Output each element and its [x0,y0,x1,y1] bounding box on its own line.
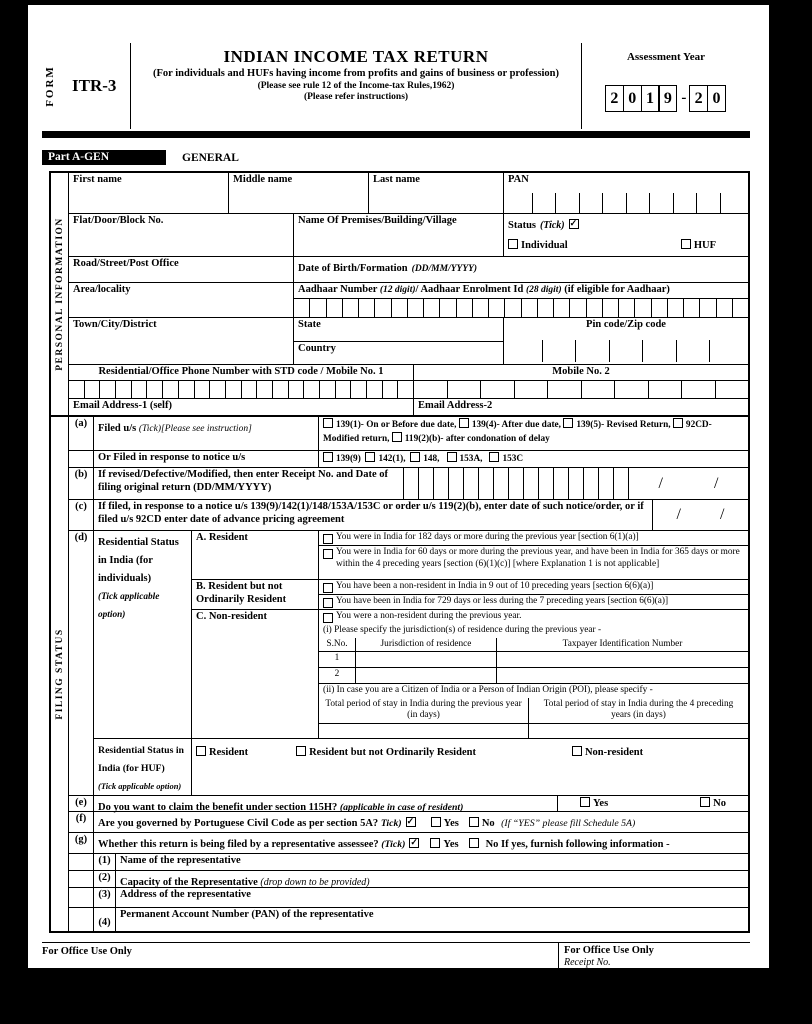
row-d-letter: (d) [69,531,94,795]
input-box[interactable] [700,299,716,317]
rep-1-num: (1) [94,854,116,870]
checkbox-115h-yes[interactable] [580,797,590,807]
input-box[interactable] [524,468,539,499]
checkbox-119-2b[interactable] [392,432,402,442]
input-box[interactable] [584,468,599,499]
input-box[interactable] [473,299,489,317]
row-a2-letter [69,451,94,467]
rep-3-num: (3) [94,888,116,907]
town-field[interactable]: Town/City/District [69,318,294,364]
input-box[interactable] [408,299,424,317]
ay-digit: 0 [707,85,726,112]
input-box[interactable] [367,381,383,398]
portuguese-code-checked-checkbox[interactable]: ✓ [406,816,415,827]
input-box[interactable] [505,299,521,317]
input-box[interactable] [642,340,676,362]
input-box[interactable] [351,381,367,398]
aadhaar-input-boxes[interactable] [294,299,748,317]
office-use-right-label: For Office Use Only [564,945,654,957]
phone-header-row [69,364,748,380]
checkbox-5a-yes[interactable] [431,817,441,827]
status-label: Status [508,220,537,231]
stay-4yr-input[interactable] [529,724,748,738]
sno-2: 2 [319,668,356,683]
aadhaar-label: Aadhaar Number (12 digit)/ Aadhaar Enrolment Id (28 digit) (if eligible for Aadhaar) [294,283,748,299]
input-box[interactable] [554,299,570,317]
input-box[interactable] [619,299,635,317]
checkbox-92cd[interactable] [673,418,683,428]
part-a-row [42,149,750,166]
input-box[interactable] [555,193,579,213]
tin-header: Taxpayer Identification Number [562,638,683,649]
filing-side-label: FILING STATUS [54,628,65,720]
input-box[interactable] [649,193,673,213]
dob-field[interactable] [294,257,748,282]
input-box[interactable] [294,299,310,317]
row-e-yesno: Yes No [558,796,748,811]
input-box[interactable] [652,299,668,317]
dob-format-hint: (DD/MM/YYYY) [411,264,478,274]
input-box[interactable] [709,340,743,362]
checkbox-153c[interactable] [489,452,499,462]
residential-huf-row [94,738,748,795]
input-box[interactable] [554,468,569,499]
last-name-field[interactable]: Last name [369,173,504,213]
input-box[interactable] [575,340,609,362]
input-box[interactable] [733,299,748,317]
input-box[interactable] [424,299,440,317]
pin-input-boxes[interactable] [509,340,743,362]
rep-row-3 [69,887,748,907]
stay-input-row [319,723,748,738]
row-c [69,499,748,530]
or-filed-label: Or Filed in response to notice u/s [94,451,319,467]
row-b-text: If revised/Defective/Modified, then enter Receipt No. and Date of filing original return (DD/MM/YYYY) [94,468,404,499]
checkbox-5a-no[interactable] [469,817,479,827]
row-b-letter: (b) [69,468,94,499]
instructions-line: (Please refer instructions) [303,92,409,103]
input-box[interactable] [570,299,586,317]
checkbox-139-4[interactable] [459,418,469,428]
form-vertical-label: FORM [44,65,56,107]
resident-a-opt2: You were in India for 60 days or more during the previous year, and have been in India for 365 days or more within the 4 preceding years [section (6)(1)(c)] [where Explanation 1 is not applicable] [319,545,748,579]
ay-digit: 1 [641,85,660,112]
filing-side-strip [51,417,69,931]
personal-side-label: PERSONAL INFORMATION [54,217,65,371]
personal-side-strip [51,173,69,415]
checkbox-huf-rnor[interactable] [296,746,306,756]
input-box[interactable] [257,381,273,398]
resident-b-opt1: You have been a non-resident in India in 9 out of 10 preceding years [section 6(6)(a)] [319,580,748,594]
input-box[interactable] [163,381,179,398]
input-box[interactable] [684,299,700,317]
form-page [28,5,769,998]
input-box[interactable] [195,381,211,398]
office-use-left-label: For Office Use Only [42,946,132,958]
resident-a-opt1: You were in India for 182 days or more during the previous year [section 6(1)(a)] [319,531,748,545]
stay-4yr-header: Total period of stay in India during the 4 preceding years (in days) [543,698,734,721]
row-d [69,530,748,795]
input-box[interactable] [210,381,226,398]
checkbox-139-5[interactable] [563,418,573,428]
input-box[interactable] [489,299,505,317]
filed-us-options: 139(1)- On or Before due date, 139(4)- After due date, 139(5)- Revised Return, 92CD-Modified return, 119(2)(b)- after condonation of delay [323,420,712,444]
input-box[interactable] [720,193,744,213]
input-box[interactable] [336,381,352,398]
seal-signature-line: Seal and Signature of receiving official [564,986,721,998]
row-a-letter: (a) [69,417,94,450]
assessment-year-label: Assessment Year [626,51,706,63]
checkbox-huf-resident[interactable] [196,746,206,756]
input-box[interactable] [494,468,509,499]
checkbox-60-days[interactable] [323,549,333,559]
row-g-text: Whether this return is being filed by a representative assessee? (Tick) ✓ Yes No If yes, furnish following information - [98,837,670,851]
phone2-input-boxes[interactable] [414,381,748,398]
input-box[interactable] [320,381,336,398]
jurisdiction-input-2[interactable] [356,668,497,683]
pan-input-boxes[interactable] [509,193,743,213]
resident-b-title: B. Resident but not Ordinarily Resident [192,580,319,609]
part-a-tag: Part A-GEN [42,150,166,165]
stay-prev-input[interactable] [319,724,529,738]
input-box[interactable] [404,468,419,499]
rep-3-field[interactable]: Address of the representative [120,889,251,901]
input-box[interactable] [587,299,603,317]
jurisdiction-input-1[interactable] [356,652,497,667]
receipt-no-input-boxes[interactable] [404,468,629,499]
stay-prev-header: Total period of stay in India during the previous year (in days) [319,698,529,723]
input-box[interactable] [116,381,132,398]
town-state-pin-row [69,317,748,364]
rep-2-field[interactable]: Capacity of the Representative (drop down to be provided) [120,877,370,889]
input-box[interactable] [449,468,464,499]
rep-4-field[interactable]: Permanent Account Number (PAN) of the representative [120,909,374,921]
filing-status-section [51,415,748,931]
input-box[interactable] [479,468,494,499]
input-box[interactable] [383,381,399,398]
resident-b-opt2: You have been in India for 729 days or less during the 7 preceding years [section 6(6)(a)] [319,594,748,609]
state-country-col [294,318,504,364]
checkbox-182-days[interactable] [323,534,333,544]
email-row [69,398,748,415]
huf-checkbox[interactable] [681,239,691,249]
form-code: ITR-3 [72,76,117,95]
input-box[interactable] [226,381,242,398]
phone2-label: Mobile No. 2 [552,366,610,377]
area-field[interactable]: Area/locality [69,283,294,317]
assessment-year-digits [606,85,726,112]
form-title: INDIAN INCOME TAX RETURN [223,47,489,66]
input-box[interactable] [682,381,716,398]
input-box[interactable] [696,193,720,213]
personal-information-section [51,173,748,415]
checkbox-115h-no[interactable] [700,797,710,807]
sno-1: 1 [319,652,356,667]
input-box[interactable] [614,468,628,499]
checkbox-729-days[interactable] [323,598,333,608]
resident-a-title: A. Resident [192,531,319,579]
huf-label: HUF [693,240,716,252]
form-vertical-label-col [42,43,72,129]
input-box[interactable] [434,468,449,499]
main-table [49,171,750,933]
checkbox-rep-no[interactable] [469,838,479,848]
resident-b-row [192,579,748,609]
ay-digit: 9 [658,85,677,112]
state-field[interactable]: State [294,318,503,342]
flat-field[interactable]: Flat/Door/Block No. [69,214,294,256]
input-box[interactable] [509,193,532,213]
row-f [69,811,748,832]
row-a2 [69,450,748,467]
title-block [130,43,582,129]
input-box[interactable] [569,468,584,499]
form-subtitle: (For individuals and HUFs having income from profits and gains of business or profession) [153,68,559,79]
input-box[interactable] [343,299,359,317]
input-box[interactable] [579,193,603,213]
row-b-date-field[interactable]: / / [658,474,719,492]
office-use-block [42,942,750,1004]
status-checked-checkbox[interactable]: ✓ [569,218,578,228]
row-g [69,832,748,853]
non-resident-title: C. Non-resident [192,610,319,738]
stay-header-row [319,698,748,723]
rep-row-1 [69,853,748,870]
filed-us-label: Filed u/s (Tick)[Please see instruction] [94,417,319,450]
rep-2-num: (2) [94,871,116,887]
row-f-letter: (f) [69,812,94,832]
row-c-date-field[interactable]: / / [676,506,725,523]
jurisdiction-row-1 [319,651,748,667]
input-box[interactable] [615,381,649,398]
input-box[interactable] [398,381,413,398]
checkbox-142-1[interactable] [365,452,375,462]
input-box[interactable] [440,299,456,317]
date-line: Date [564,971,584,983]
input-box[interactable] [548,381,582,398]
jurisdiction-header-row [319,638,748,652]
input-box[interactable] [602,193,626,213]
rep-1-field[interactable]: Name of the representative [120,855,241,867]
input-box[interactable] [392,299,408,317]
input-box[interactable] [673,193,697,213]
email1-field[interactable]: Email Address-1 (self) [69,399,414,415]
status-field [504,214,748,256]
input-box[interactable] [515,381,549,398]
ay-dash: - [681,90,687,106]
input-box[interactable] [481,381,515,398]
input-box[interactable] [419,468,434,499]
individual-label: Individual [521,240,568,252]
input-box[interactable] [532,193,556,213]
row-c-letter: (c) [69,500,94,530]
checkbox-9-of-10-years[interactable] [323,583,333,593]
jurisdiction-row-2 [319,667,748,683]
input-box[interactable] [626,193,650,213]
individual-checkbox[interactable] [508,239,518,249]
row-e [69,795,748,814]
row-f-text: Are you governed by Portuguese Civil Code as per section 5A? Tick) ✓ Yes No (If “YES” please fill Schedule 5A) [98,816,636,830]
office-use-right-block [558,943,750,1004]
input-box[interactable] [717,299,733,317]
aadhaar-field [294,283,748,317]
input-box[interactable] [464,468,479,499]
row-e-text: Do you want to claim the benefit under section 115H? (applicable in case of resident) [94,796,558,811]
header-divider-bar [42,131,750,138]
input-box[interactable] [457,299,473,317]
input-box[interactable] [310,299,326,317]
email2-field[interactable]: Email Address-2 [418,400,493,411]
tin-input-1[interactable] [497,652,748,667]
pan-label: PAN [508,174,529,185]
phone1-input-boxes[interactable] [69,381,414,398]
checkbox-rep-yes[interactable] [430,838,440,848]
name-row [69,173,748,213]
input-box[interactable] [132,381,148,398]
rep-row-4 [69,907,748,931]
row-b [69,467,748,499]
input-box[interactable] [539,468,554,499]
poi-line: (ii) In case you are a Citizen of India or a Person of Indian Origin (POI), please specify - [319,683,748,698]
rep-4-num: (4) [94,908,116,931]
form-header [42,43,750,129]
checkbox-139-9[interactable] [323,452,333,462]
pin-field [504,318,748,364]
input-box[interactable] [542,340,576,362]
input-box[interactable] [668,299,684,317]
ay-digit: 0 [623,85,642,112]
part-a-title: GENERAL [182,151,239,164]
pan-field [504,173,748,213]
input-box[interactable] [327,299,343,317]
checkbox-huf-non-resident[interactable] [572,746,582,756]
input-box[interactable] [242,381,258,398]
input-box[interactable] [69,381,85,398]
input-box[interactable] [676,340,710,362]
resident-a-row [192,531,748,579]
checkbox-153a[interactable] [447,452,457,462]
middle-name-field[interactable]: Middle name [229,173,369,213]
country-field[interactable]: Country [298,342,336,354]
status-tick-hint: (Tick) [540,220,565,231]
residential-individuals-block [94,531,748,738]
input-box[interactable] [522,299,538,317]
input-box[interactable] [289,381,305,398]
input-box[interactable] [100,381,116,398]
row-c-text: If filed, in response to a notice u/s 139(9)/142(1)/148/153A/153C or order u/s 119(2)(b), enter date of such notice/order, or if filed u/s 92CD enter date of advance pricing agreement [94,500,653,530]
phone1-label: Residential/Office Phone Number with STD code / Mobile No. 1 [69,365,414,380]
ay-digit: 2 [605,85,624,112]
row-a [69,417,748,450]
input-box[interactable] [179,381,195,398]
checkbox-non-resident[interactable] [323,613,333,623]
input-box[interactable] [716,381,749,398]
input-box[interactable] [375,299,391,317]
checkbox-139-1[interactable] [323,418,333,428]
area-aadhaar-row [69,282,748,317]
input-box[interactable] [273,381,289,398]
notice-options: 139(9) 142(1), 148, 153A, 153C [319,451,748,467]
representative-checked-checkbox[interactable]: ✓ [410,837,418,848]
tin-input-2[interactable] [497,668,748,683]
input-box[interactable] [85,381,101,398]
ay-digit: 2 [689,85,708,112]
non-resident-opt: You were a non-resident during the previous year. [319,610,748,624]
pin-label: Pin code/Zip code [586,319,666,330]
residential-huf-options: Resident Resident but not Ordinarily Resident Non-resident [192,739,748,795]
premises-field[interactable]: Name Of Premises/Building/Village [294,214,504,256]
input-box[interactable] [635,299,651,317]
checkbox-148[interactable] [410,452,420,462]
input-box[interactable] [448,381,482,398]
first-name-field[interactable]: First name [69,173,229,213]
jurisdiction-intro: (i) Please specify the jurisdiction(s) of residence during the previous year - [323,625,602,635]
input-box[interactable] [603,299,619,317]
input-box[interactable] [538,299,554,317]
input-box[interactable] [359,299,375,317]
row-g-letter: (g) [69,833,94,853]
input-box[interactable] [582,381,616,398]
road-field[interactable]: Road/Street/Post Office [69,257,294,282]
input-box[interactable] [649,381,683,398]
sno-header: S.No. [319,638,356,652]
dob-label: Date of Birth/Formation [298,263,408,274]
input-box[interactable] [509,468,524,499]
assessment-year-block [582,43,750,129]
rule-line: (Please see rule 12 of the Income-tax Rules,1962) [257,80,455,91]
input-box[interactable] [147,381,163,398]
input-box[interactable] [304,381,320,398]
rep-row-2 [69,870,748,887]
address-row-1 [69,213,748,256]
phone-boxes-row [69,380,748,398]
residential-huf-label: Residential Status in India (for HUF) (Tick applicable option) [94,739,192,795]
address-row-2 [69,256,748,282]
input-box[interactable] [599,468,614,499]
input-box[interactable] [414,381,448,398]
input-box[interactable] [609,340,643,362]
row-e-letter: (e) [69,796,94,811]
residential-individuals-label: Residential Status in India (for individuals) (Tick applicable option) [94,531,192,738]
non-resident-row [192,609,748,738]
receipt-no-line: Receipt No. [564,957,611,969]
input-box[interactable] [509,340,542,362]
jurisdiction-header: Jurisdiction of residence [356,638,497,652]
